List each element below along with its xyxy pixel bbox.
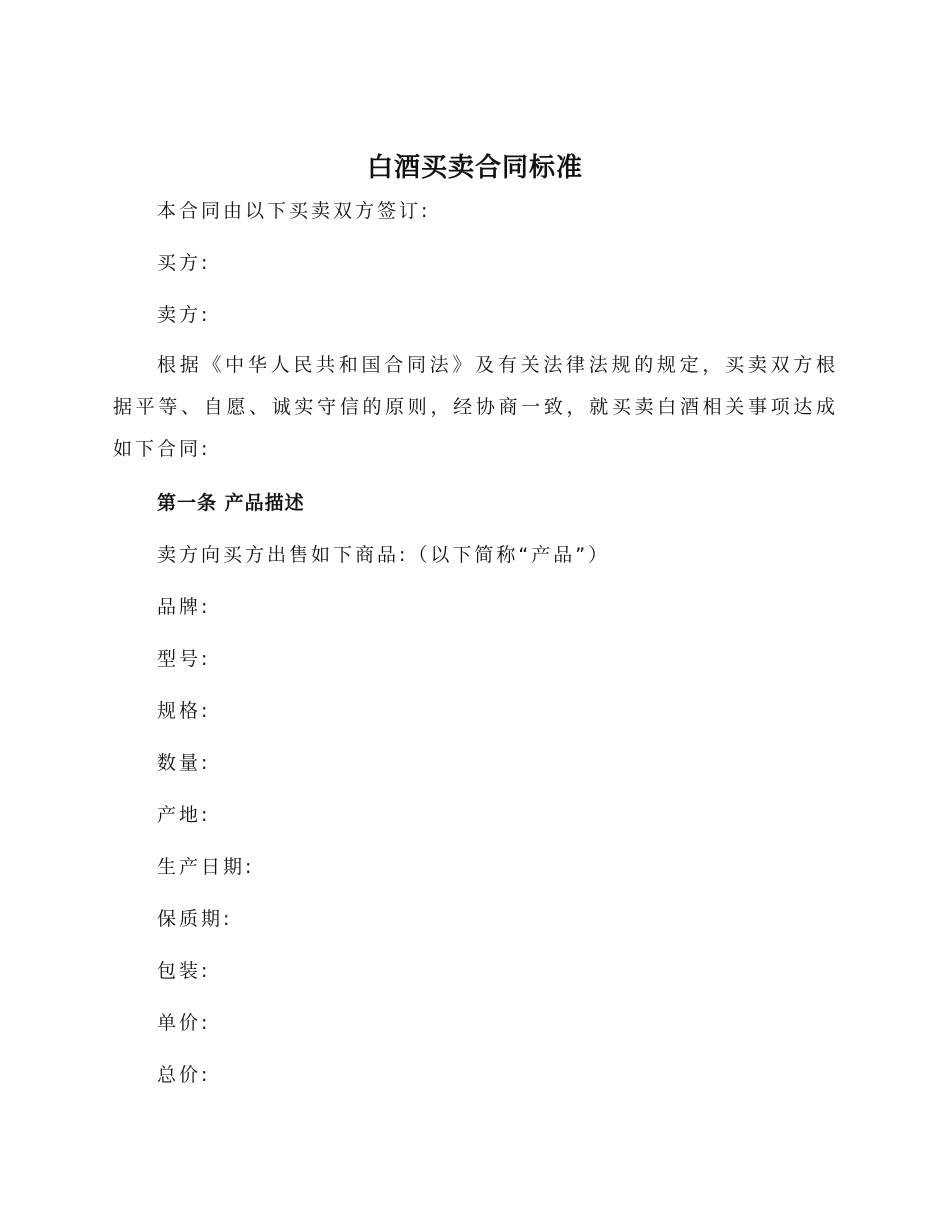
- field-total-price: 总价:: [157, 1064, 211, 1086]
- field-spec: 规格:: [157, 700, 211, 722]
- field-brand: 品牌:: [157, 596, 211, 618]
- field-packaging: 包装:: [157, 960, 211, 982]
- article-1-lead: 卖方向买方出售如下商品:（以下简称“产品”）: [157, 544, 611, 566]
- field-origin: 产地:: [157, 804, 211, 826]
- field-quantity: 数量:: [157, 752, 211, 774]
- field-shelf-life: 保质期:: [157, 908, 233, 930]
- basis-paragraph: 根据《中华人民共和国合同法》及有关法律法规的规定，买卖双方根据平等、自愿、诚实守信的原则，经协商一致，就买卖白酒相关事项达成如下合同:: [113, 354, 838, 460]
- article-1-heading: 第一条 产品描述: [157, 492, 305, 514]
- field-model: 型号:: [157, 648, 211, 670]
- field-unit-price: 单价:: [157, 1012, 211, 1034]
- seller-label: 卖方:: [157, 304, 211, 326]
- intro-line: 本合同由以下买卖双方签订:: [157, 200, 431, 222]
- field-production-date: 生产日期:: [157, 856, 255, 878]
- buyer-label: 买方:: [157, 252, 211, 274]
- document-title: 白酒买卖合同标准: [366, 153, 583, 183]
